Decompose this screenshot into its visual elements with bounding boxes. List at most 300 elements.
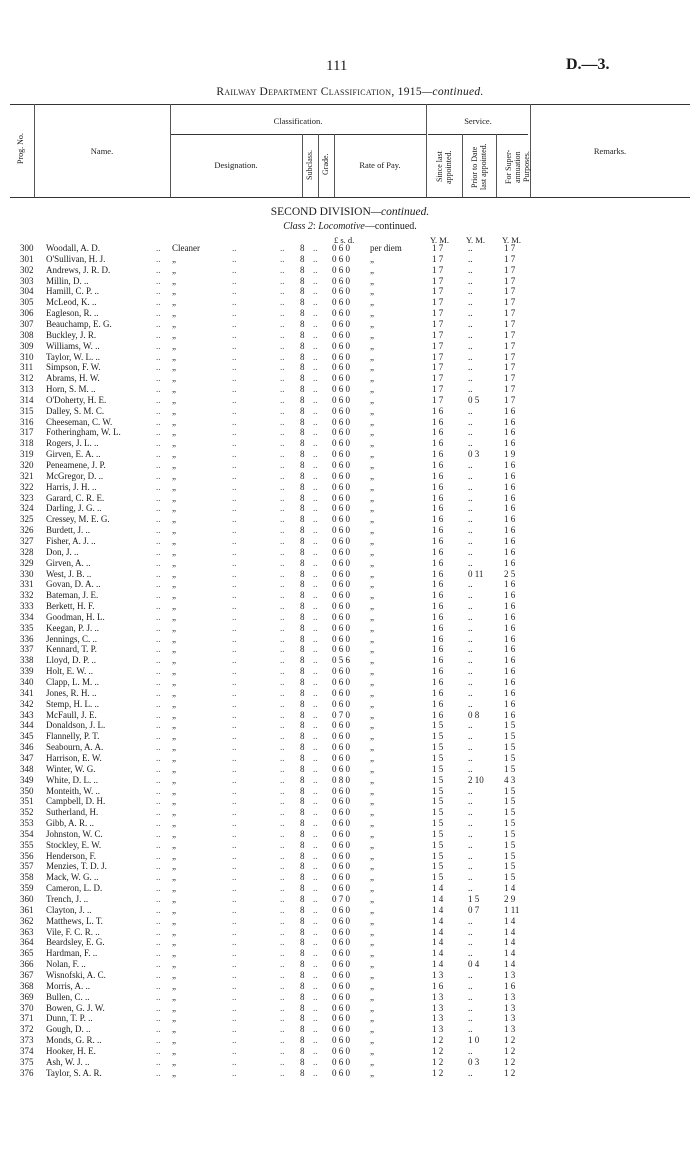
row-rate-period: „	[370, 752, 374, 763]
row-number: 348	[20, 763, 34, 774]
row-superannuation: 1 6	[504, 470, 516, 481]
prior-units: Y. M.	[466, 235, 485, 245]
leader-dots: ..	[280, 557, 285, 568]
row-number: 335	[20, 622, 34, 633]
row-number: 328	[20, 546, 34, 557]
row-prior-to: ..	[468, 308, 473, 319]
leader-dots: ..	[232, 720, 237, 731]
leader-dots: ..	[313, 362, 318, 373]
leader-dots: ..	[156, 1002, 161, 1013]
row-rate-period: „	[370, 622, 374, 633]
row-designation: „	[172, 449, 176, 460]
row-since-last: 1 6	[432, 568, 444, 579]
leader-dots: ..	[232, 677, 237, 687]
leader-dots: ..	[313, 460, 318, 470]
leader-dots: ..	[232, 243, 237, 253]
leader-dots: ..	[313, 438, 318, 449]
leader-dots: ..	[313, 1045, 318, 1056]
row-name: Flannelly, P. T.	[46, 731, 100, 742]
table-row	[0, 710, 700, 721]
row-number: 355	[20, 839, 34, 850]
row-superannuation: 1 4	[504, 959, 516, 970]
row-since-last: 1 6	[432, 503, 444, 514]
row-name: Harrison, E. W.	[46, 752, 102, 763]
row-name: Johnston, W. C.	[46, 828, 103, 839]
row-designation: „	[172, 546, 176, 557]
table-row	[0, 286, 700, 297]
leader-dots: ..	[313, 427, 318, 438]
row-superannuation: 1 6	[504, 405, 516, 416]
leader-dots: ..	[280, 546, 285, 557]
table-row	[0, 601, 700, 612]
row-designation: „	[172, 535, 176, 546]
row-prior-to: ..	[468, 351, 473, 362]
row-rate: 0 6 0	[332, 546, 350, 557]
row-prior-to: ..	[468, 275, 473, 286]
leader-dots: ..	[280, 373, 285, 384]
row-designation: „	[172, 991, 176, 1002]
leader-dots: ..	[156, 1035, 161, 1046]
row-designation: „	[172, 503, 176, 514]
row-subclass: 8	[300, 416, 305, 427]
row-rate: 0 6 0	[332, 253, 350, 264]
table-row	[0, 590, 700, 601]
leader-dots: ..	[313, 601, 318, 612]
row-rate-period: „	[370, 633, 374, 644]
row-number: 314	[20, 394, 34, 405]
table-row	[0, 927, 700, 938]
leader-dots: ..	[313, 644, 318, 655]
row-rate-period: „	[370, 427, 374, 438]
row-rate: 0 6 0	[332, 687, 350, 698]
leader-dots: ..	[232, 535, 237, 546]
row-since-last: 1 4	[432, 948, 444, 959]
row-subclass: 8	[300, 470, 305, 481]
row-since-last: 1 5	[432, 752, 444, 763]
table-row	[0, 558, 700, 569]
leader-dots: ..	[232, 687, 237, 698]
row-name: Hamill, C. P. ..	[46, 286, 100, 297]
row-since-last: 1 7	[432, 329, 444, 340]
leader-dots: ..	[313, 861, 318, 872]
leader-dots: ..	[156, 731, 161, 742]
row-subclass: 8	[300, 959, 305, 970]
leader-dots: ..	[280, 329, 285, 340]
row-prior-to: ..	[468, 579, 473, 590]
leader-dots: ..	[156, 525, 161, 536]
leader-dots: ..	[156, 557, 161, 568]
leader-dots: ..	[313, 980, 318, 991]
row-rate: 0 6 0	[332, 818, 350, 829]
row-subclass: 8	[300, 351, 305, 362]
row-rate: 0 6 0	[332, 742, 350, 753]
row-rate-period: „	[370, 297, 374, 308]
row-since-last: 1 6	[432, 416, 444, 427]
row-prior-to: 0 8	[468, 709, 480, 720]
super-units: Y. M.	[502, 235, 521, 245]
row-name: Stockley, E. W.	[46, 839, 102, 850]
row-name: McGregor, D. ..	[46, 470, 104, 481]
leader-dots: ..	[156, 438, 161, 449]
leader-dots: ..	[280, 492, 285, 503]
row-since-last: 1 6	[432, 427, 444, 438]
row-subclass: 8	[300, 373, 305, 384]
row-superannuation: 1 5	[504, 818, 516, 829]
row-superannuation: 1 5	[504, 785, 516, 796]
table-row	[0, 916, 700, 927]
row-name: Mack, W. G. ..	[46, 872, 99, 883]
row-designation: „	[172, 275, 176, 286]
row-prior-to: ..	[468, 687, 473, 698]
leader-dots: ..	[156, 774, 161, 785]
row-rate-period: „	[370, 611, 374, 622]
row-since-last: 1 6	[432, 546, 444, 557]
leader-dots: ..	[313, 839, 318, 850]
row-superannuation: 1 6	[504, 514, 516, 525]
row-prior-to: ..	[468, 1002, 473, 1013]
row-designation: „	[172, 709, 176, 720]
row-superannuation: 1 5	[504, 872, 516, 883]
row-subclass: 8	[300, 709, 305, 720]
table-row	[0, 243, 700, 254]
row-designation: „	[172, 308, 176, 319]
row-name: Girven, E. A. ..	[46, 449, 101, 460]
leader-dots: ..	[156, 514, 161, 525]
leader-dots: ..	[313, 297, 318, 308]
leader-dots: ..	[156, 883, 161, 894]
running-title-suffix: —continued.	[421, 86, 484, 98]
leader-dots: ..	[280, 894, 285, 904]
row-since-last: 1 7	[432, 394, 444, 405]
row-name: McLeod, K. ..	[46, 297, 97, 308]
row-rate: 0 6 0	[332, 557, 350, 568]
row-rate-period: „	[370, 687, 374, 698]
leader-dots: ..	[156, 329, 161, 340]
leader-dots: ..	[156, 633, 161, 644]
row-name: Donaldson, J. L.	[46, 720, 106, 731]
row-superannuation: 1 5	[504, 828, 516, 839]
leader-dots: ..	[232, 1013, 237, 1024]
designation-header: Designation.	[214, 160, 258, 170]
row-superannuation: 1 6	[504, 416, 516, 427]
leader-dots: ..	[232, 590, 237, 601]
row-number: 313	[20, 384, 34, 395]
leader-dots: ..	[280, 525, 285, 536]
row-name: Andrews, J. R. D.	[46, 264, 111, 275]
row-subclass: 8	[300, 449, 305, 460]
leader-dots: ..	[313, 1056, 318, 1067]
row-since-last: 1 7	[432, 340, 444, 351]
row-name: Dalley, S. M. C.	[46, 405, 105, 416]
row-name: Bullen, C. ..	[46, 991, 90, 1002]
row-since-last: 1 5	[432, 850, 444, 861]
row-rate-period: „	[370, 340, 374, 351]
row-subclass: 8	[300, 394, 305, 405]
row-prior-to: ..	[468, 915, 473, 926]
row-number: 332	[20, 590, 34, 601]
row-number: 327	[20, 535, 34, 546]
row-rate: 0 6 0	[332, 373, 350, 384]
row-name: Darling, J. G. ..	[46, 503, 102, 514]
row-designation: „	[172, 720, 176, 731]
row-rate-period: „	[370, 416, 374, 427]
row-rate: 0 6 0	[332, 308, 350, 319]
row-subclass: 8	[300, 601, 305, 612]
row-number: 320	[20, 460, 34, 470]
leader-dots: ..	[232, 883, 237, 894]
leader-dots: ..	[280, 579, 285, 590]
row-rate: 0 6 0	[332, 828, 350, 839]
row-rate-period: „	[370, 959, 374, 970]
leader-dots: ..	[232, 351, 237, 362]
leader-dots: ..	[280, 611, 285, 622]
row-rate: 0 6 0	[332, 872, 350, 883]
row-since-last: 1 3	[432, 1013, 444, 1024]
row-designation: „	[172, 1067, 176, 1078]
row-number: 300	[20, 243, 34, 253]
row-subclass: 8	[300, 742, 305, 753]
row-number: 329	[20, 557, 34, 568]
row-rate-period: „	[370, 709, 374, 720]
leader-dots: ..	[280, 752, 285, 763]
leader-dots: ..	[156, 481, 161, 492]
leader-dots: ..	[313, 666, 318, 677]
row-subclass: 8	[300, 818, 305, 829]
row-name: Williams, W. ..	[46, 340, 100, 351]
leader-dots: ..	[313, 709, 318, 720]
row-name: Beardsley, E. G.	[46, 937, 105, 948]
leader-dots: ..	[232, 959, 237, 970]
row-number: 344	[20, 720, 34, 731]
row-prior-to: ..	[468, 677, 473, 687]
row-subclass: 8	[300, 590, 305, 601]
row-number: 352	[20, 807, 34, 818]
row-prior-to: ..	[468, 535, 473, 546]
leader-dots: ..	[232, 557, 237, 568]
row-designation: „	[172, 633, 176, 644]
row-name: Wisnofski, A. C.	[46, 969, 106, 980]
leader-dots: ..	[232, 470, 237, 481]
row-prior-to: ..	[468, 1024, 473, 1035]
leader-dots: ..	[280, 601, 285, 612]
leader-dots: ..	[313, 416, 318, 427]
row-rate-period: „	[370, 698, 374, 709]
row-designation: „	[172, 427, 176, 438]
row-prior-to: ..	[468, 1067, 473, 1078]
row-designation: „	[172, 785, 176, 796]
table-row	[0, 254, 700, 265]
leader-dots: ..	[232, 709, 237, 720]
row-prior-to: ..	[468, 655, 473, 666]
row-rate: 0 6 0	[332, 991, 350, 1002]
row-subclass: 8	[300, 460, 305, 470]
row-name: Dunn, T. P. ..	[46, 1013, 93, 1024]
row-subclass: 8	[300, 568, 305, 579]
row-number: 354	[20, 828, 34, 839]
row-rate: 0 6 0	[332, 514, 350, 525]
row-rate: 0 6 0	[332, 601, 350, 612]
row-rate: 0 6 0	[332, 926, 350, 937]
row-designation: „	[172, 742, 176, 753]
table-row	[0, 981, 700, 992]
row-superannuation: 1 7	[504, 286, 516, 297]
row-designation: „	[172, 861, 176, 872]
row-number: 339	[20, 666, 34, 677]
row-name: Bateman, J. E.	[46, 590, 99, 601]
row-rate-period: „	[370, 351, 374, 362]
row-prior-to: ..	[468, 969, 473, 980]
row-rate-period: „	[370, 731, 374, 742]
row-rate-period: „	[370, 394, 374, 405]
row-designation: „	[172, 904, 176, 915]
row-designation: „	[172, 1035, 176, 1046]
row-since-last: 1 6	[432, 514, 444, 525]
leader-dots: ..	[232, 980, 237, 991]
leader-dots: ..	[156, 763, 161, 774]
row-subclass: 8	[300, 1067, 305, 1078]
row-prior-to: 0 5	[468, 394, 480, 405]
row-rate: 0 6 0	[332, 590, 350, 601]
row-since-last: 1 6	[432, 590, 444, 601]
leader-dots: ..	[156, 470, 161, 481]
row-designation: „	[172, 362, 176, 373]
table-row	[0, 970, 700, 981]
table-row	[0, 547, 700, 558]
row-rate-period: „	[370, 969, 374, 980]
leader-dots: ..	[313, 774, 318, 785]
leader-dots: ..	[232, 275, 237, 286]
row-prior-to: ..	[468, 644, 473, 655]
row-prior-to: ..	[468, 329, 473, 340]
row-subclass: 8	[300, 687, 305, 698]
leader-dots: ..	[280, 535, 285, 546]
leader-dots: ..	[313, 894, 318, 904]
row-since-last: 1 5	[432, 828, 444, 839]
leader-dots: ..	[232, 1002, 237, 1013]
row-number: 376	[20, 1067, 34, 1078]
leader-dots: ..	[313, 872, 318, 883]
leader-dots: ..	[280, 720, 285, 731]
leader-dots: ..	[313, 807, 318, 818]
row-designation: „	[172, 915, 176, 926]
row-since-last: 1 6	[432, 405, 444, 416]
row-since-last: 1 4	[432, 915, 444, 926]
leader-dots: ..	[313, 481, 318, 492]
leader-dots: ..	[313, 503, 318, 514]
row-rate: 0 6 0	[332, 318, 350, 329]
row-since-last: 1 5	[432, 818, 444, 829]
class-heading	[0, 221, 700, 232]
leader-dots: ..	[280, 872, 285, 883]
table-row	[0, 634, 700, 645]
row-superannuation: 1 6	[504, 460, 516, 470]
row-subclass: 8	[300, 427, 305, 438]
leader-dots: ..	[280, 460, 285, 470]
table-row	[0, 482, 700, 493]
leader-dots: ..	[232, 1035, 237, 1046]
leader-dots: ..	[232, 763, 237, 774]
row-designation: „	[172, 677, 176, 687]
row-subclass: 8	[300, 579, 305, 590]
row-rate-period: „	[370, 980, 374, 991]
row-designation: „	[172, 351, 176, 362]
leader-dots: ..	[313, 1024, 318, 1035]
prog-no-header: Prog. No.	[16, 133, 25, 165]
row-name: Menzies, T. D. J.	[46, 861, 107, 872]
row-number: 374	[20, 1045, 34, 1056]
table-row	[0, 688, 700, 699]
leader-dots: ..	[280, 351, 285, 362]
leader-dots: ..	[313, 470, 318, 481]
leader-dots: ..	[232, 774, 237, 785]
row-subclass: 8	[300, 1045, 305, 1056]
row-since-last: 1 5	[432, 796, 444, 807]
leader-dots: ..	[280, 839, 285, 850]
row-prior-to: 1 0	[468, 1035, 480, 1046]
leader-dots: ..	[156, 894, 161, 904]
row-rate-period: „	[370, 720, 374, 731]
leader-dots: ..	[313, 948, 318, 959]
row-number: 307	[20, 318, 34, 329]
row-superannuation: 1 6	[504, 525, 516, 536]
row-rate: 0 6 0	[332, 731, 350, 742]
row-rate-period: „	[370, 286, 374, 297]
row-since-last: 1 6	[432, 438, 444, 449]
leader-dots: ..	[232, 514, 237, 525]
leader-dots: ..	[280, 666, 285, 677]
row-designation: „	[172, 622, 176, 633]
leader-dots: ..	[280, 318, 285, 329]
leader-dots: ..	[156, 937, 161, 948]
leader-dots: ..	[280, 861, 285, 872]
row-designation: „	[172, 611, 176, 622]
leader-dots: ..	[156, 373, 161, 384]
leader-dots: ..	[280, 340, 285, 351]
row-prior-to: ..	[468, 622, 473, 633]
row-since-last: 1 4	[432, 959, 444, 970]
row-rate: 0 6 0	[332, 286, 350, 297]
row-number: 324	[20, 503, 34, 514]
row-number: 357	[20, 861, 34, 872]
row-rate-period: „	[370, 872, 374, 883]
row-since-last: 1 7	[432, 253, 444, 264]
table-row	[0, 384, 700, 395]
leader-dots: ..	[232, 872, 237, 883]
row-since-last: 1 6	[432, 666, 444, 677]
row-since-last: 1 6	[432, 644, 444, 655]
leader-dots: ..	[232, 405, 237, 416]
leader-dots: ..	[232, 286, 237, 297]
row-number: 361	[20, 904, 34, 915]
row-since-last: 1 6	[432, 460, 444, 470]
row-superannuation: 1 5	[504, 796, 516, 807]
table-row	[0, 569, 700, 580]
row-number: 337	[20, 644, 34, 655]
row-rate: 0 6 0	[332, 915, 350, 926]
row-name: White, D. L. ..	[46, 774, 98, 785]
row-superannuation: 1 9	[504, 449, 516, 460]
row-superannuation: 1 6	[504, 980, 516, 991]
leader-dots: ..	[232, 362, 237, 373]
leader-dots: ..	[232, 969, 237, 980]
row-subclass: 8	[300, 243, 305, 253]
row-name: Hooker, H. E.	[46, 1045, 96, 1056]
division-suffix: —continued.	[370, 206, 430, 218]
row-rate: 0 6 0	[332, 1067, 350, 1078]
leader-dots: ..	[232, 525, 237, 536]
leader-dots: ..	[156, 991, 161, 1002]
row-rate-period: „	[370, 677, 374, 687]
